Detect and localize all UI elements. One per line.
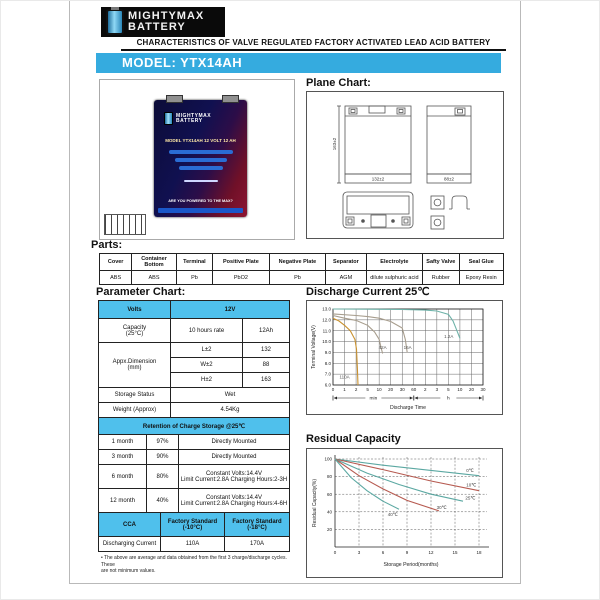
barcode [104, 214, 146, 235]
svg-text:3: 3 [435, 387, 439, 392]
svg-text:110A: 110A [339, 374, 350, 380]
parts-value-row [100, 271, 504, 285]
parts-value-cell: dilute sulphuric acid [366, 271, 423, 285]
parameter-table [98, 300, 290, 418]
capacity-value: 12Ah [243, 319, 290, 343]
svg-text:9: 9 [405, 550, 409, 555]
parts-value-cell: Epoxy Resin [459, 271, 504, 285]
battery-label-bar [179, 166, 223, 170]
battery-label-bar [169, 150, 233, 154]
dim-h-key: H±2 [171, 373, 243, 388]
battery-icon [106, 9, 124, 35]
plane-chart-title: Plane Chart: [306, 77, 371, 89]
capacity-label-l2: (25°C) [125, 330, 144, 337]
cca-std2-l1: Factory Standard [232, 518, 282, 525]
retention-percent: 97% [147, 435, 179, 450]
retention-table [98, 417, 290, 513]
retention-method: Directly Mounted [179, 450, 290, 465]
parts-header-cell: Positive Plate [213, 254, 270, 271]
svg-text:40℃: 40℃ [387, 512, 398, 518]
retention-row [99, 450, 290, 465]
parts-value-cell: PbO2 [213, 271, 270, 285]
volts-label: Volts [99, 301, 171, 319]
plane-chart-box [306, 91, 504, 239]
plane-dim-width: 132±2 [371, 176, 385, 182]
residual-chart-box [306, 448, 503, 578]
svg-text:30℃: 30℃ [436, 505, 447, 511]
svg-text:5: 5 [447, 387, 450, 392]
cca-label: CCA [99, 513, 161, 537]
footnote [101, 555, 301, 575]
cca-std1 [161, 513, 225, 537]
svg-text:Residual Capacity(%): Residual Capacity(%) [312, 478, 318, 528]
battery-label-logo-line2: BATTERY [176, 117, 203, 124]
brand-logo-line2: BATTERY [128, 21, 186, 33]
svg-text:40: 40 [326, 509, 332, 515]
cca-std2-l2: (-18°C) [247, 524, 267, 531]
parts-header-cell: Negative Plate [269, 254, 326, 271]
svg-text:3: 3 [357, 550, 361, 555]
dimension-label-l1: Appx.Dimension [112, 359, 157, 365]
svg-text:9.0: 9.0 [324, 350, 331, 356]
retention-row [99, 465, 290, 489]
svg-text:h: h [447, 396, 450, 402]
retention-period: 3 month [99, 450, 147, 465]
svg-text:25℃: 25℃ [465, 495, 476, 501]
svg-text:60: 60 [411, 387, 417, 392]
svg-text:80: 80 [326, 474, 332, 480]
brand-logo-line1: MIGHTYMAX [128, 10, 205, 22]
sheet-bottom-border [69, 583, 521, 584]
product-photo [99, 79, 295, 240]
battery-terminal-right [222, 95, 239, 103]
brand-logo [101, 7, 225, 37]
battery-label-logo-text [176, 114, 211, 124]
svg-text:100: 100 [324, 456, 332, 462]
dim-h-value: 163 [243, 373, 290, 388]
cca-std1-l1: Factory Standard [167, 518, 218, 525]
parts-value-cell: Pb [176, 271, 212, 285]
parts-header-cell: Electrolyte [366, 254, 423, 271]
svg-text:1: 1 [343, 387, 346, 392]
svg-text:20: 20 [468, 387, 474, 392]
svg-text:5: 5 [366, 387, 369, 392]
battery-image [154, 100, 247, 217]
volts-value: 12V [171, 301, 290, 319]
dimension-label [99, 343, 171, 388]
discharging-current-label: Discharging Current [99, 537, 161, 552]
parts-value-cell: ABS [132, 271, 176, 285]
residual-capacity-chart [307, 449, 502, 577]
battery-label-icon [164, 112, 173, 125]
retention-row [99, 489, 290, 513]
svg-text:30: 30 [480, 387, 486, 392]
svg-text:12.0: 12.0 [322, 317, 331, 323]
capacity-label [99, 319, 171, 343]
residual-chart-title: Residual Capacity [306, 433, 401, 445]
svg-text:20: 20 [326, 527, 332, 532]
weight-value: 4.54Kg [171, 403, 290, 418]
battery-label-strip [158, 208, 243, 213]
cca-std2 [225, 513, 290, 537]
capacity-rate: 10 hours rate [171, 319, 243, 343]
svg-text:13.0: 13.0 [322, 306, 331, 312]
parts-header-cell: Container Bottom [132, 254, 176, 271]
svg-text:30: 30 [399, 387, 405, 392]
characteristics-title: CHARACTERISTICS OF VALVE REGULATED FACTORY ACTIVATED LEAD ACID BATTERY [121, 38, 506, 51]
parts-header-cell: Cover [100, 254, 132, 271]
svg-text:16A: 16A [403, 345, 412, 351]
battery-label-model: MODEL YTX14AH 12 VOLT 12 AH [165, 138, 236, 143]
brand-logo-text [128, 11, 204, 33]
svg-text:15: 15 [452, 550, 458, 555]
cca-value-minus18: 170A [225, 537, 290, 552]
svg-text:Terminal Voltage(V): Terminal Voltage(V) [311, 325, 317, 369]
footnote-line1: • The above are average and data obtained from the first 3 charge/discharge cycles. These [101, 555, 287, 568]
parts-value-cell: ABS [100, 271, 132, 285]
plane-chart-drawing [307, 92, 503, 238]
footnote-line2: are not minimum values. [101, 568, 156, 574]
cca-std1-l2: (-10°C) [182, 524, 203, 531]
svg-text:8.0: 8.0 [324, 360, 331, 366]
svg-text:6: 6 [381, 550, 385, 555]
model-banner: MODEL: YTX14AH [96, 53, 501, 73]
dimension-label-l2: (mm) [127, 365, 142, 371]
battery-terminal-left [166, 95, 183, 103]
retention-method: Constant Volts:14.4V Limit Current:2.8A Charging Hours:2-3H [179, 465, 290, 489]
parts-value-cell: Pb [269, 271, 326, 285]
svg-text:10℃: 10℃ [466, 482, 477, 488]
parts-table [99, 253, 504, 285]
retention-row [99, 435, 290, 450]
capacity-label-l1: Capacity [122, 324, 147, 331]
svg-text:42A: 42A [378, 345, 387, 351]
battery-label-bar [175, 158, 227, 162]
svg-text:0℃: 0℃ [466, 468, 474, 474]
svg-text:2: 2 [354, 387, 358, 392]
svg-text:Discharge Time: Discharge Time [389, 405, 427, 411]
svg-text:Storage Period(months): Storage Period(months) [383, 562, 439, 568]
parts-header-cell: Terminal [176, 254, 212, 271]
plane-dim-height: 163±2 [332, 137, 337, 151]
parts-header-cell: Seal Glue [459, 254, 504, 271]
retention-percent: 90% [147, 450, 179, 465]
svg-text:10: 10 [376, 387, 382, 392]
retention-method: Directly Mounted [179, 435, 290, 450]
svg-text:60: 60 [326, 491, 332, 497]
parameter-title: Parameter Chart: [96, 286, 186, 298]
plane-dim-depth: 88±2 [444, 176, 454, 182]
parts-header-row [100, 254, 504, 271]
svg-text:0: 0 [331, 387, 335, 392]
discharge-chart-box [306, 300, 503, 415]
svg-text:1.2A: 1.2A [444, 333, 454, 339]
svg-text:18: 18 [476, 550, 482, 555]
storage-label: Storage Status [99, 388, 171, 403]
battery-label-bar [184, 180, 218, 182]
parts-header-cell: Separator [326, 254, 366, 271]
svg-text:6.0: 6.0 [324, 382, 331, 388]
dim-w-key: W±2 [171, 358, 243, 373]
svg-text:20: 20 [388, 387, 394, 392]
parts-title: Parts: [91, 239, 123, 251]
retention-method: Constant Volts:14.4V Limit Current:2.8A Charging Hours:4-6H [179, 489, 290, 513]
cca-table [98, 512, 290, 552]
battery-label-tagline: ARE YOU POWERED TO THE MAX? [168, 199, 233, 203]
svg-text:10.0: 10.0 [322, 339, 331, 345]
cca-value-minus10: 110A [161, 537, 225, 552]
dim-w-value: 88 [243, 358, 290, 373]
retention-period: 6 month [99, 465, 147, 489]
dim-l-value: 132 [243, 343, 290, 358]
weight-label: Weight (Approx) [99, 403, 171, 418]
parts-value-cell: AGM [326, 271, 366, 285]
svg-text:11.0: 11.0 [322, 328, 331, 334]
storage-value: Wet [171, 388, 290, 403]
retention-title: Retention of Charge Storage @25℃ [99, 418, 290, 435]
battery-label-logo-line1: MIGHTYMAX [176, 112, 212, 119]
svg-text:10: 10 [457, 387, 463, 392]
sheet-left-border [69, 1, 70, 583]
retention-period: 12 month [99, 489, 147, 513]
svg-text:2: 2 [424, 387, 427, 392]
parts-value-cell: Rubber [423, 271, 459, 285]
retention-period: 1 month [99, 435, 147, 450]
discharge-chart [307, 301, 502, 414]
retention-percent: 80% [147, 465, 179, 489]
battery-label-logo [164, 112, 239, 125]
svg-text:7.0: 7.0 [324, 371, 331, 377]
sheet-right-border [520, 1, 521, 583]
retention-percent: 40% [147, 489, 179, 513]
svg-text:min: min [369, 396, 378, 402]
svg-text:12: 12 [428, 550, 434, 555]
parts-header-cell: Safty Valve [423, 254, 459, 271]
discharge-chart-title: Discharge Current 25℃ [306, 286, 430, 298]
svg-text:0: 0 [333, 550, 337, 555]
dim-l-key: L±2 [171, 343, 243, 358]
